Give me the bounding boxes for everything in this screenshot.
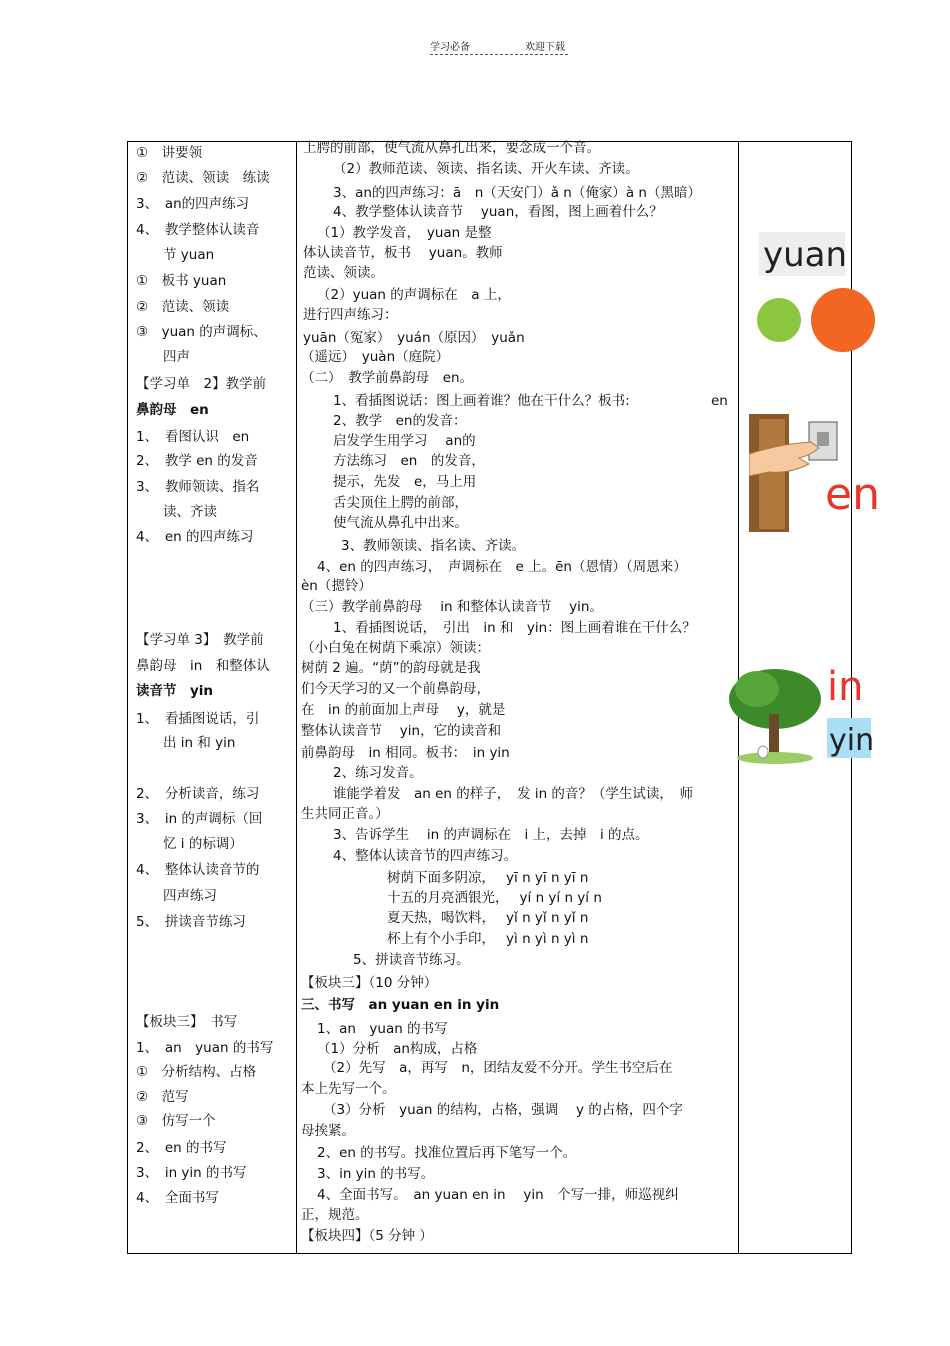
mid-line: 母挨紧。	[301, 1123, 355, 1139]
left-line: 3、 教师领读、指名	[136, 479, 260, 495]
doorbell-button	[817, 432, 829, 446]
mid-line: 上腭的前部，使气流从鼻孔出来，要念成一个音。	[303, 140, 600, 156]
page-header	[430, 38, 570, 56]
left-line: 1、 看图认识 en	[136, 429, 250, 445]
left-line: 3、 in yin 的书写	[136, 1165, 247, 1181]
yin-label: yin	[829, 723, 875, 758]
left-line: 节 yuan	[136, 247, 215, 263]
mid-line: 4、en 的四声练习， 声调标在 e 上。ēn（恩情）（周恩来）	[317, 559, 687, 575]
left-line: 2、 分析读音，练习	[136, 786, 260, 802]
mid-line: （2）yuan 的声调标在 a 上，	[317, 287, 511, 303]
mid-line: 体认读音节，板书 yuan。教师	[303, 245, 503, 261]
mid-line: 启发学生用学习 an的	[333, 433, 476, 449]
yuan-label: yuan	[763, 235, 848, 275]
mid-line: 树荫 2 遍。“荫”的韵母就是我	[301, 660, 481, 676]
white-rabbit	[758, 746, 768, 758]
left-line: 读、齐读	[136, 504, 217, 520]
mid-line: 4、教学整体认读音节 yuan，看图，图上画着什么？	[333, 204, 663, 220]
mid-line: 3、an的四声练习：ā n（天安门）ǎ n（俺家）à n（黑暗）	[333, 185, 701, 201]
mid-line: 2、教学 en的发音：	[333, 413, 467, 429]
mid-line: 2、练习发音。	[333, 765, 423, 781]
left-line: ② 范读、领读	[136, 299, 230, 315]
mid-line: 前鼻韵母 in 相同。板书： in yin	[301, 745, 510, 761]
left-line: 5、 拼读音节练习	[136, 914, 246, 930]
mid-line: 【板块四】（5 分钟 ）	[301, 1228, 433, 1244]
tree-canopy-highlight	[735, 671, 779, 707]
mid-line: 1、看插图说话， 引出 in 和 yin：图上画着谁在干什么？	[333, 620, 696, 636]
in-yin-illustration	[727, 654, 887, 772]
mid-line: 夏天热，喝饮料， yǐ n yǐ n yǐ n	[387, 910, 589, 926]
left-line: ① 板书 yuan	[136, 273, 227, 289]
mid-line: （遥远） yuàn（庭院）	[301, 349, 450, 365]
mid-line: （二） 教学前鼻韵母 en。	[301, 370, 474, 386]
left-line: ③ yuan 的声调标、	[136, 324, 267, 340]
mid-line: 1、an yuan 的书写	[317, 1021, 448, 1037]
left-line: ② 范写	[136, 1089, 189, 1105]
mid-line: （三）教学前鼻韵母 in 和整体认读音节 yin。	[301, 599, 603, 615]
mid-line: 整体认读音节 yin，它的读音和	[301, 723, 502, 739]
mid-line: en	[711, 393, 728, 409]
mid-line: 方法练习 en 的发音，	[333, 453, 485, 469]
mid-line: 在 in 的前面加上声母 y，就是	[301, 702, 506, 718]
left-line: ① 讲要领	[136, 145, 203, 161]
left-line: 4、 整体认读音节的	[136, 862, 260, 878]
mid-line: 3、教师领读、指名读、齐读。	[341, 538, 526, 554]
left-line: 1、 看插图说话，引	[136, 711, 260, 727]
mid-line: 三、书写 an yuan en in yin	[301, 997, 500, 1013]
left-line: 四声练习	[136, 888, 217, 904]
mid-line: 正，规范。	[301, 1207, 369, 1223]
left-line: 1、 an yuan 的书写	[136, 1040, 274, 1056]
mid-line: 们今天学习的又一个前鼻韵母，	[301, 681, 490, 697]
mid-line: yuān（冤家） yuán（原因） yuǎn	[303, 330, 525, 346]
mid-line: （1）教学发音， yuan 是整	[317, 225, 492, 241]
mid-line: 3、告诉学生 in 的声调标在 i 上，去掉 i 的点。	[333, 827, 649, 843]
left-line: ② 范读、领读 练读	[136, 170, 270, 186]
mid-line: 树荫下面多阴凉， yī n yī n yī n	[387, 870, 589, 886]
left-line: 3、 an的四声练习	[136, 196, 250, 212]
mid-line: 范读、领读。	[303, 265, 384, 281]
mid-line: 【板块三】（10 分钟）	[301, 975, 438, 991]
left-line: ① 分析结构、占格	[136, 1064, 257, 1080]
mid-line: 进行四声练习：	[303, 307, 398, 323]
left-line: 4、 教学整体认读音	[136, 222, 260, 238]
en-illustration	[749, 414, 889, 544]
left-line: 【学习单 3】 教学前	[136, 632, 264, 648]
mid-line: 4、全面书写。 an yuan en in yin 个写一排，师巡视纠	[317, 1187, 679, 1203]
middle-column	[297, 140, 880, 1253]
mid-line: （3）分析 yuan 的结构，占格，强调 y 的占格，四个字	[323, 1102, 683, 1118]
header-left-text: 学习必备	[430, 42, 470, 53]
left-line: 4、 全面书写	[136, 1190, 219, 1206]
header-divider	[430, 54, 568, 55]
mid-line: 使气流从鼻孔中出来。	[333, 515, 468, 531]
mid-line: （小白兔在树荫下乘凉）领读：	[301, 640, 490, 656]
left-line: 四声	[136, 349, 190, 365]
left-line: 【板块三】 书写	[136, 1014, 238, 1030]
mid-line: （2）教师范读、领读、指名读、开火车读、齐读。	[333, 161, 639, 177]
mid-line: 十五的月亮洒银光， yí n yí n yí n	[387, 890, 602, 906]
en-label: en	[825, 469, 880, 520]
mid-line: 谁能学着发 an en 的样子， 发 in 的音？（学生试读， 师	[333, 786, 694, 802]
mid-line: 本上先写一个。	[301, 1081, 396, 1097]
left-line: 3、 in 的声调标（回	[136, 811, 263, 827]
mid-line: 3、in yin 的书写。	[317, 1166, 435, 1182]
door-inner	[759, 419, 785, 529]
left-line: 读音节 yin	[136, 683, 214, 699]
grass	[737, 752, 813, 764]
mid-line: èn（摁铃）	[301, 578, 372, 594]
lesson-table	[127, 140, 880, 1254]
mid-line: （2）先写 a，再写 n，团结友爱不分开。学生书空后在	[323, 1060, 673, 1076]
mid-line: 2、en 的书写。找准位置后再下笔写一个。	[317, 1145, 577, 1161]
left-line: 4、 en 的四声练习	[136, 529, 254, 545]
mid-line: 生共同正音。）	[301, 806, 389, 822]
left-line: 忆 i 的标调）	[136, 836, 243, 852]
left-line: ③ 仿写一个	[136, 1113, 216, 1129]
left-line: 【学习单 2】教学前	[136, 376, 267, 392]
tree-trunk	[769, 714, 779, 756]
left-line: 2、 en 的书写	[136, 1140, 227, 1156]
green-circle	[757, 298, 801, 342]
mid-line: 4、整体认读音节的四声练习。	[333, 848, 518, 864]
mid-line: 1、看插图说话：图上画着谁？他在干什么？板书:	[333, 393, 630, 409]
in-label: in	[827, 664, 864, 710]
yuan-illustration	[755, 232, 879, 372]
mid-line: 舌尖顶住上腭的前部，	[333, 495, 468, 511]
orange-circle	[811, 288, 875, 352]
left-line: 鼻韵母 in 和整体认	[136, 658, 270, 674]
header-right-text: 欢迎下载	[525, 42, 565, 53]
mid-line: 提示，先发 e，马上用	[333, 474, 477, 490]
mid-line: （1）分析 an构成，占格	[317, 1041, 478, 1057]
mid-line: 5、拼读音节练习。	[353, 952, 470, 968]
left-line: 鼻韵母 en	[136, 402, 209, 418]
left-line: 2、 教学 en 的发音	[136, 453, 258, 469]
left-line: 出 in 和 yin	[136, 735, 236, 751]
left-column	[128, 142, 296, 1253]
mid-line: 杯上有个小手印， yì n yì n yì n	[387, 931, 589, 947]
